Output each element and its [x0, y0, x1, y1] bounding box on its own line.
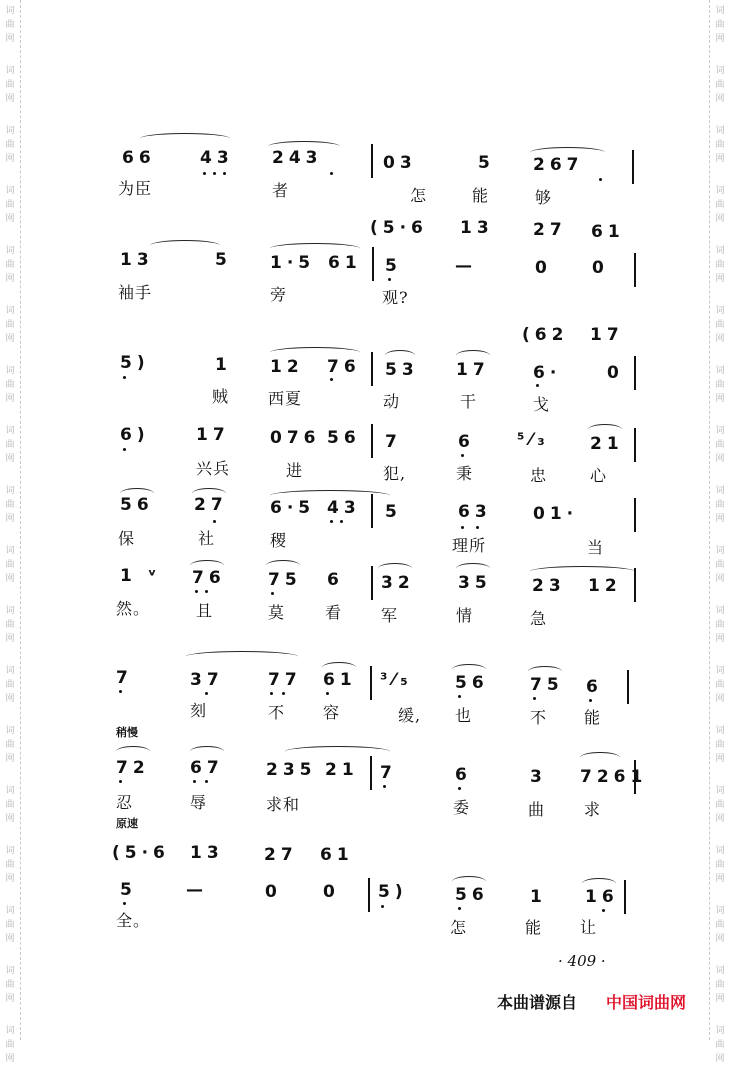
barline — [634, 760, 636, 794]
octave-dot — [330, 378, 333, 381]
note: 01· — [533, 504, 579, 524]
page-number: · 409 · — [558, 952, 606, 970]
lyric: 辱 — [190, 793, 208, 812]
note: 5 — [385, 256, 402, 276]
barline — [627, 670, 629, 704]
lyric: 急 — [530, 609, 548, 628]
octave-dot — [205, 692, 208, 695]
octave-dot — [123, 902, 126, 905]
lyric: 不 — [530, 708, 548, 727]
note: 12 — [588, 576, 622, 596]
watermark-text: 词 曲 网 — [5, 786, 15, 824]
lyric: 贼 — [212, 387, 230, 406]
lyric: 袖手 — [118, 283, 153, 302]
note: 5 — [120, 880, 137, 900]
lyric: 也 — [455, 706, 473, 725]
note: 67 — [190, 758, 224, 778]
lyric: 西夏 — [268, 389, 303, 408]
watermark-text: 词 曲 网 — [715, 1026, 725, 1064]
note: 6·5 — [270, 498, 316, 518]
octave-dot — [476, 526, 479, 529]
note: 243 — [272, 148, 323, 168]
barline — [632, 150, 634, 184]
octave-dot — [388, 278, 391, 281]
note: 5 — [215, 250, 232, 270]
note: 0 — [592, 258, 609, 278]
watermark-text: 词 曲 网 — [5, 846, 15, 884]
octave-dot — [223, 172, 226, 175]
watermark-text: 词 曲 网 — [715, 966, 725, 1004]
octave-dot — [536, 384, 539, 387]
note: 61 — [323, 670, 357, 690]
octave-dot — [205, 590, 208, 593]
lyric: 保 — [118, 529, 136, 548]
lyric: 怎 — [450, 918, 468, 937]
slur — [140, 133, 230, 144]
note: 0 — [607, 363, 624, 383]
lyric: 观? — [382, 288, 409, 307]
lyric: 为臣 — [118, 179, 153, 198]
octave-dot — [326, 692, 329, 695]
note: 5) — [120, 353, 150, 373]
note: 76 — [192, 568, 226, 588]
note: 21 — [325, 760, 359, 780]
barline — [370, 756, 372, 790]
octave-dot — [119, 780, 122, 783]
note: 1 ᵛ — [120, 566, 162, 586]
barline — [634, 356, 636, 390]
watermark-text: 词 曲 网 — [715, 306, 725, 344]
octave-dot — [330, 520, 333, 523]
watermark-text: 词 曲 网 — [715, 186, 725, 224]
octave-dot — [330, 172, 333, 175]
note: 03 — [383, 153, 417, 173]
watermark-text: 词 曲 网 — [5, 726, 15, 764]
note: 5 — [478, 153, 495, 173]
note: 6 — [458, 432, 475, 452]
lyric: 军 — [381, 606, 399, 625]
lyric: 犯, — [383, 464, 407, 483]
note: 63 — [458, 502, 492, 522]
watermark-text: 词 曲 网 — [5, 666, 15, 704]
lyric: 缓, — [398, 706, 422, 725]
octave-dot — [282, 692, 285, 695]
octave-dot — [123, 448, 126, 451]
note: ⁵⁄₃ — [517, 430, 550, 450]
lyric: 旁 — [270, 285, 288, 304]
note: 43 — [200, 148, 234, 168]
octave-dot — [270, 692, 273, 695]
lyric: 求 — [584, 800, 602, 819]
octave-dot — [461, 526, 464, 529]
slur — [285, 746, 390, 757]
watermark-text: 词 曲 网 — [715, 426, 725, 464]
lyric: 者 — [272, 181, 290, 200]
note: 1 — [215, 355, 232, 375]
lyric: 怎 — [410, 186, 428, 205]
note: 56 — [455, 885, 489, 905]
watermark-text: 词 曲 网 — [715, 666, 725, 704]
lyric: 且 — [196, 601, 214, 620]
octave-dot — [461, 454, 464, 457]
slur — [116, 746, 150, 757]
watermark-text: 词 曲 网 — [5, 1026, 15, 1064]
note: 43 — [327, 498, 361, 518]
note: 7261 — [580, 767, 648, 787]
slur — [580, 752, 620, 763]
prelude-note: (5·6 — [112, 843, 170, 863]
tempo-mark: 原速 — [116, 817, 138, 830]
note: 0 — [265, 882, 282, 902]
footer-source-label: 本曲谱源自 — [497, 993, 578, 1012]
octave-dot — [589, 699, 592, 702]
watermark-text: 词 曲 网 — [715, 726, 725, 764]
note: 5) — [378, 882, 408, 902]
barline — [634, 428, 636, 462]
octave-dot — [458, 907, 461, 910]
note: 0 — [535, 258, 552, 278]
lyric: 干 — [460, 392, 478, 411]
note: 3 — [530, 767, 547, 787]
octave-dot — [533, 697, 536, 700]
lyric: 社 — [198, 529, 216, 548]
watermark-text: 词 曲 网 — [715, 606, 725, 644]
lyric: 委 — [453, 798, 471, 817]
note: 235 — [266, 760, 317, 780]
watermark-text: 词 曲 网 — [715, 546, 725, 584]
note: 72 — [116, 758, 150, 778]
note: 61 — [328, 253, 362, 273]
watermark-text: 词 曲 网 — [715, 786, 725, 824]
watermark-text: 词 曲 网 — [5, 126, 15, 164]
watermark-text: 词 曲 网 — [5, 486, 15, 524]
watermark-text: 词 曲 网 — [5, 606, 15, 644]
lyric: 求和 — [266, 795, 301, 814]
note: 267 — [533, 155, 584, 175]
lyric: 全。 — [116, 911, 151, 930]
lyric: 兴兵 — [196, 459, 231, 478]
watermark-text: 词 曲 网 — [5, 66, 15, 104]
octave-dot — [383, 785, 386, 788]
note: ³⁄₅ — [380, 670, 413, 690]
barline — [371, 352, 373, 386]
watermark-text: 词 曲 网 — [715, 66, 725, 104]
note: — — [186, 880, 208, 900]
watermark-text: 词 曲 网 — [715, 6, 725, 44]
lyric: 让 — [580, 918, 598, 937]
note: 75 — [268, 570, 302, 590]
lyric: 忠 — [530, 466, 548, 485]
note: 53 — [385, 360, 419, 380]
watermark-text: 词 曲 网 — [5, 426, 15, 464]
note: 12 — [270, 357, 304, 377]
note: 23 — [532, 576, 566, 596]
barline — [370, 666, 372, 700]
octave-dot — [602, 909, 605, 912]
octave-dot — [195, 590, 198, 593]
note: 1 — [530, 887, 547, 907]
note: 0 — [323, 882, 340, 902]
note: 56 — [120, 495, 154, 515]
lyric: 容 — [323, 703, 341, 722]
octave-dot — [119, 690, 122, 693]
prelude-note: 61 — [320, 845, 354, 865]
slur — [150, 240, 220, 251]
note: 1·5 — [270, 253, 316, 273]
note: 56 — [327, 428, 361, 448]
watermark-text: 词 曲 网 — [5, 246, 15, 284]
barline — [624, 880, 626, 914]
barline — [371, 494, 373, 528]
note: 37 — [190, 670, 224, 690]
octave-dot — [213, 172, 216, 175]
watermark-text: 词 曲 网 — [5, 366, 15, 404]
note: 75 — [530, 675, 564, 695]
lyric: 然。 — [116, 599, 151, 618]
watermark-text: 词 曲 网 — [715, 846, 725, 884]
lyric: 心 — [590, 466, 608, 485]
watermark-text: 词 曲 网 — [715, 246, 725, 284]
note: 13 — [120, 250, 154, 270]
note: 7 — [385, 432, 402, 452]
lyric: 忍 — [116, 793, 134, 812]
footer-site-name[interactable]: 中国词曲网 — [606, 993, 687, 1012]
lyric: 秉 — [456, 464, 474, 483]
note: 6 — [327, 570, 344, 590]
note: 77 — [268, 670, 302, 690]
note: 6 — [455, 765, 472, 785]
watermark-text: 词 曲 网 — [715, 366, 725, 404]
octave-dot — [599, 178, 602, 181]
octave-dot — [381, 905, 384, 908]
watermark-text: 词 曲 网 — [5, 546, 15, 584]
note: 5 — [385, 502, 402, 522]
watermark-text: 词 曲 网 — [5, 186, 15, 224]
octave-dot — [193, 780, 196, 783]
prelude-note: 27 — [264, 845, 298, 865]
lyric: 当 — [587, 538, 605, 557]
lyric: 进 — [286, 461, 304, 480]
barline — [634, 498, 636, 532]
barline — [368, 878, 370, 912]
lyric: 情 — [456, 606, 474, 625]
octave-dot — [271, 592, 274, 595]
note: 7 — [116, 668, 133, 688]
note: 076 — [270, 428, 321, 448]
lyric: 曲 — [528, 800, 546, 819]
watermark-text: 词 曲 网 — [5, 906, 15, 944]
prelude-note: (62 — [522, 325, 569, 345]
note: 6) — [120, 425, 150, 445]
lyric: 动 — [383, 392, 401, 411]
note: 76 — [327, 357, 361, 377]
watermark-text: 词 曲 网 — [715, 486, 725, 524]
watermark-text: 词 曲 网 — [715, 906, 725, 944]
note: 6 — [586, 677, 603, 697]
barline — [634, 568, 636, 602]
octave-dot — [458, 695, 461, 698]
note: 27 — [194, 495, 228, 515]
barline — [634, 253, 636, 287]
octave-dot — [123, 376, 126, 379]
prelude-note: 13 — [460, 218, 494, 238]
lyric: 戈 — [533, 395, 551, 414]
octave-dot — [203, 172, 206, 175]
watermark-text: 词 曲 网 — [5, 306, 15, 344]
note: 32 — [381, 573, 415, 593]
note: 35 — [458, 573, 492, 593]
barline — [371, 566, 373, 600]
watermark-text: 词 曲 网 — [5, 6, 15, 44]
lyric: 理所 — [452, 536, 487, 555]
watermark-text: 词 曲 网 — [715, 126, 725, 164]
note: 66 — [122, 148, 156, 168]
note: 16 — [585, 887, 619, 907]
note: 17 — [456, 360, 490, 380]
prelude-note: 27 — [533, 220, 567, 240]
lyric: 够 — [535, 188, 553, 207]
lyric: 能 — [472, 186, 490, 205]
prelude-note: 17 — [590, 325, 624, 345]
lyric: 看 — [325, 603, 343, 622]
barline — [371, 424, 373, 458]
note: — — [455, 256, 477, 276]
octave-dot — [340, 520, 343, 523]
barline — [371, 144, 373, 178]
note: 7 — [380, 763, 397, 783]
lyric: 稷 — [270, 531, 288, 550]
watermark-text: 词 曲 网 — [5, 966, 15, 1004]
tempo-mark: 稍慢 — [116, 726, 138, 739]
slur — [186, 651, 298, 662]
note: 17 — [196, 425, 230, 445]
lyric: 莫 — [268, 603, 286, 622]
octave-dot — [458, 787, 461, 790]
note: 56 — [455, 673, 489, 693]
lyric: 能 — [584, 708, 602, 727]
slur — [190, 746, 224, 757]
prelude-note: (5·6 — [370, 218, 428, 238]
note: 6· — [533, 363, 562, 383]
octave-dot — [205, 780, 208, 783]
lyric: 能 — [525, 918, 543, 937]
prelude-note: 61 — [591, 222, 625, 242]
lyric: 不 — [268, 703, 286, 722]
barline — [372, 247, 374, 281]
note: 21 — [590, 434, 624, 454]
octave-dot — [213, 520, 216, 523]
prelude-note: 13 — [190, 843, 224, 863]
lyric: 刻 — [190, 701, 208, 720]
